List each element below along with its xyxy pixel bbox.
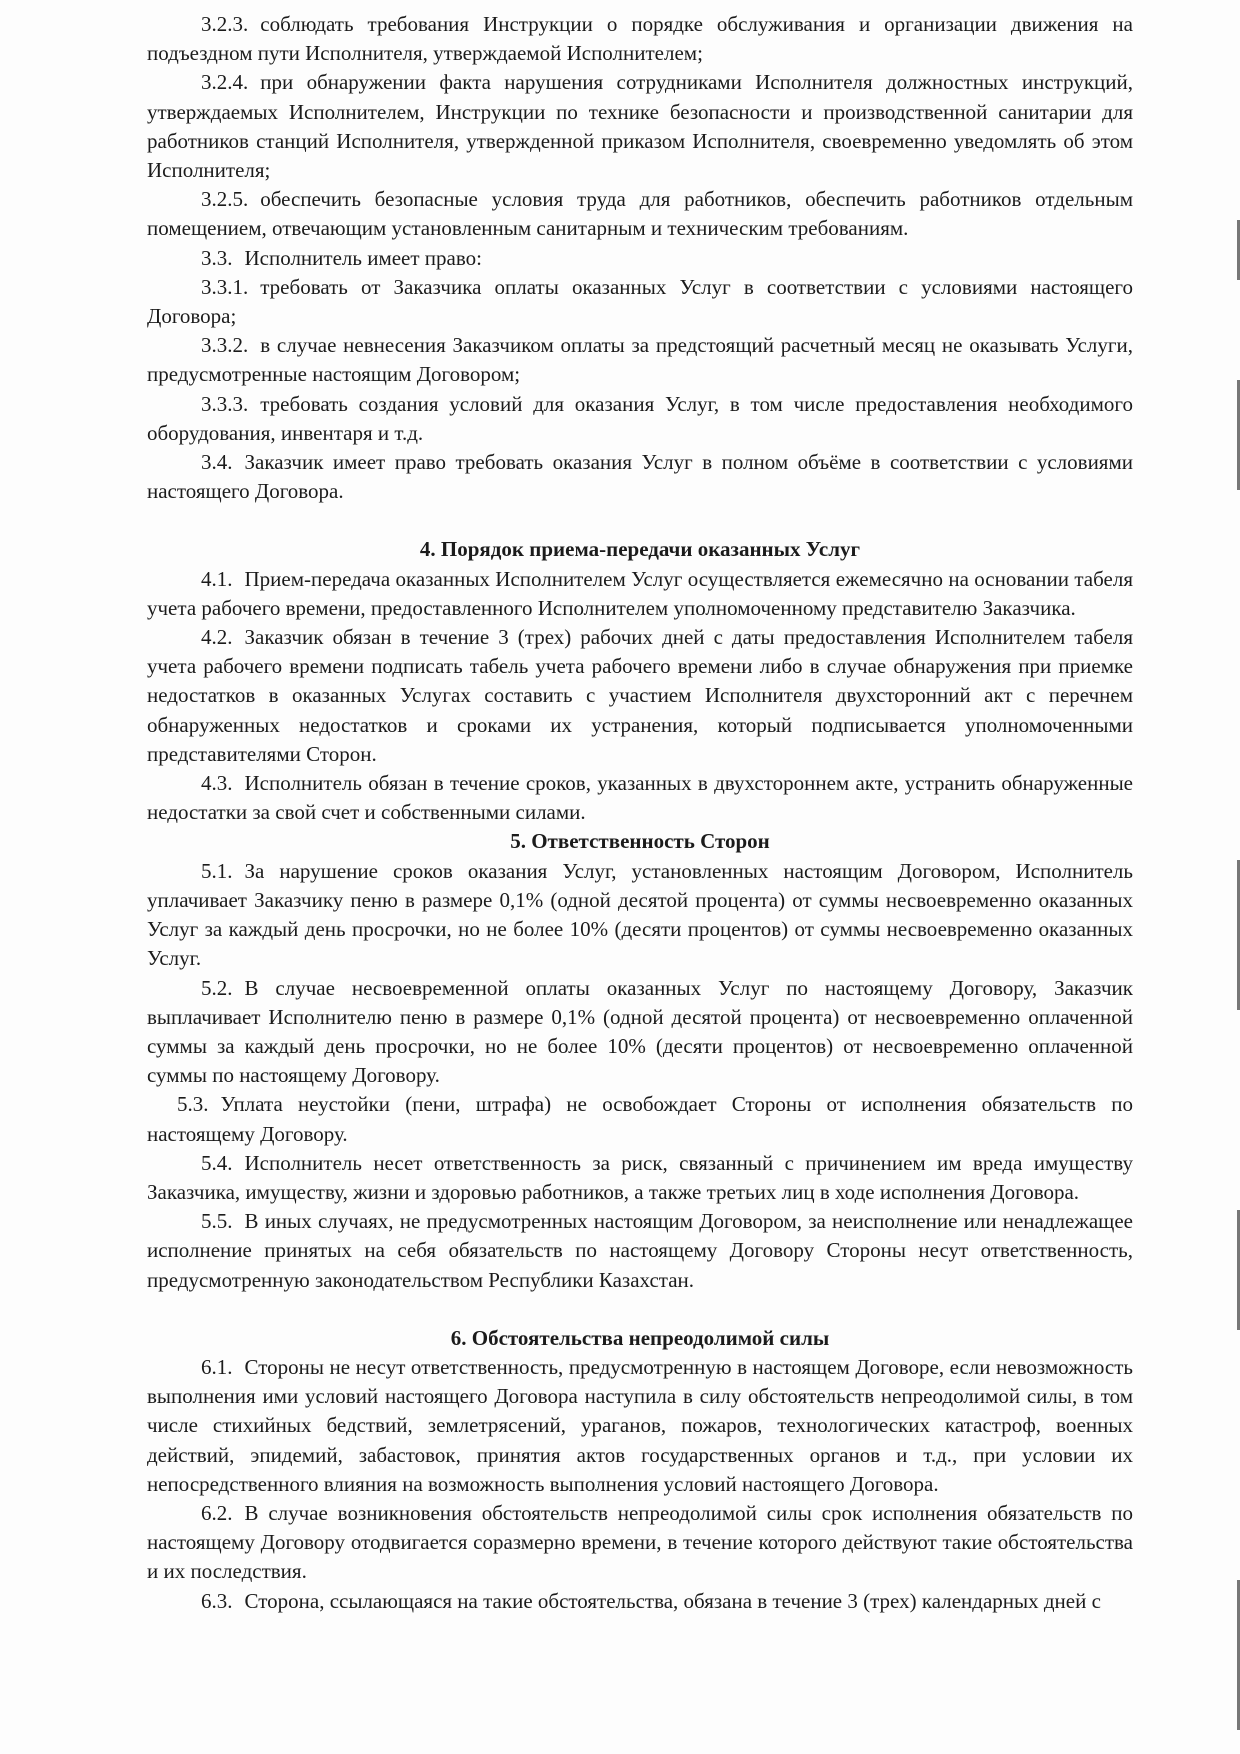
clause-text: требовать от Заказчика оплаты оказанных Услуг в соответствии с условиями настоящего Договора; [147, 274, 1133, 329]
clause-number: 6.2. [201, 1500, 233, 1525]
clause-number: 4.2. [201, 625, 233, 650]
clause-number: 5.4. [201, 1150, 233, 1175]
clause-number: 5.5. [201, 1209, 233, 1234]
clause-3-2-4 [147, 68, 1133, 185]
clause-text: В иных случаях, не предусмотренных настоящим Договором, за неисполнение или ненадлежащее исполнение принятых на себя обязательств по настоящему Договору Стороны несут ответственность, предусмотренную законодательством Республики Казахстан. [147, 1209, 1133, 1292]
clause-number: 3.2.5. [201, 187, 249, 212]
clause-text: Уплата неустойки (пени, штрафа) не освобождает Стороны от исполнения обязательств по настоящему Договору. [147, 1092, 1133, 1146]
document-body [147, 10, 1133, 1616]
clause-text: В случае несвоевременной оплаты оказанных Услуг по настоящему Договору, Заказчик выплачивает Исполнителю пеню в размере 0,1% (одной десятой процента) от несвоевременно оплаченной суммы за каждый день просрочки, но не более 10% (десяти процентов) от несвоевременно оплаченной суммы по настоящему Договору. [147, 975, 1133, 1088]
clause-3-3-1 [147, 273, 1133, 331]
clause-number: 6.3. [201, 1588, 233, 1613]
clause-3-3-3 [147, 390, 1133, 448]
clause-text: при обнаружении факта нарушения сотрудниками Исполнителя должностных инструкций, утверждаемых Исполнителем, Инструкции по технике безопасности и производственной санитарии для работников станций Исполнителя, утвержденной приказом Исполнителя, своевременно уведомлять об этом Исполнителя; [147, 70, 1133, 183]
clause-6-2 [147, 1499, 1133, 1587]
clause-number: 5.2. [201, 975, 233, 1000]
clause-text: Исполнитель имеет право: [244, 245, 482, 270]
clause-3-2-5 [147, 185, 1133, 243]
clause-5-4 [147, 1149, 1133, 1207]
clause-number: 3.3.3. [201, 391, 249, 416]
clause-3-2-3 [147, 10, 1133, 68]
clause-number: 3.3.1. [201, 274, 249, 299]
clause-5-5 [147, 1207, 1133, 1295]
clause-text: Заказчик имеет право требовать оказания Услуг в полном объёме в соответствии с условиями настоящего Договора. [147, 450, 1133, 504]
clause-number: 6.1. [201, 1354, 233, 1379]
clause-4-3 [147, 769, 1133, 827]
section-6-heading: 6. Обстоятельства непреодолимой силы [450, 1325, 830, 1350]
clause-5-1 [147, 857, 1133, 974]
clause-3-4 [147, 448, 1133, 506]
clause-text: За нарушение сроков оказания Услуг, установленных настоящим Договором, Исполнитель уплачивает Заказчику пеню в размере 0,1% (одной десятой процента) от суммы несвоевременно оказанных Услуг за каждый день просрочки, но не более 10% (десяти процентов) от суммы несвоевременно оказанных Услуг. [147, 858, 1133, 971]
clause-number: 4.3. [201, 771, 233, 796]
clause-3-3-2 [147, 331, 1133, 389]
clause-6-1 [147, 1353, 1133, 1499]
clause-text: Исполнитель несет ответственность за риск, связанный с причинением им вреда имуществу Заказчика, имуществу, жизни и здоровью работников, а также третьих лиц в ходе исполнения Договора. [147, 1150, 1133, 1204]
clause-text: Стороны не несут ответственность, предусмотренную в настоящем Договоре, если невозможность выполнения ими условий настоящего Договора наступила в силу обстоятельств непреодолимой силы, в том числе стихийных бедствий, землетрясений, ураганов, пожаров, технологических катастроф, военных действий, эпидемий, забастовок, принятия актов государственных органов и т.д., при условии их непосредственного влияния на возможность выполнения условий настоящего Договора. [147, 1354, 1133, 1496]
clause-5-3 [147, 1090, 1133, 1148]
clause-number: 5.1. [201, 858, 233, 883]
clause-text: Заказчик обязан в течение 3 (трех) рабочих дней с даты предоставления Исполнителем табеля учета рабочего времени подписать табель учета рабочего времени либо в случае обнаружения при приемке недостатков в оказанных Услугах составить с участием Исполнителя двухсторонний акт с перечнем обнаруженных недостатков и сроками их устранения, который подписывается уполномоченными представителями Сторон. [147, 625, 1133, 766]
clause-text: в случае невнесения Заказчиком оплаты за предстоящий расчетный месяц не оказывать Услуги, предусмотренные настоящим Договором; [147, 333, 1133, 387]
clause-number: 3.3.2. [201, 333, 249, 358]
clause-3-3 [147, 244, 1133, 273]
clause-4-2 [147, 623, 1133, 769]
clause-number: 3.3. [201, 245, 233, 270]
clause-text: обеспечить безопасные условия труда для работников, обеспечить работников отдельным помещением, отвечающим установленным санитарным и техническим требованиям. [147, 187, 1133, 241]
section-4-heading: 4. Порядок приема-передачи оказанных Услуг [419, 537, 861, 562]
clause-text: Исполнитель обязан в течение сроков, указанных в двухстороннем акте, устранить обнаруженные недостатки за свой счет и собственными силами. [147, 771, 1133, 825]
clause-number: 4.1. [201, 566, 233, 591]
clause-number: 3.2.4. [201, 70, 249, 95]
clause-text: В случае возникновения обстоятельств непреодолимой силы срок исполнения обязательств по настоящему Договору отодвигается соразмерно времени, в течение которого действуют такие обстоятельства и их последствия. [147, 1500, 1133, 1584]
clause-number: 3.4. [201, 450, 233, 475]
clause-number: 3.2.3. [201, 12, 249, 36]
clause-text: Сторона, ссылающаяся на такие обстоятельства, обязана в течение 3 (трех) календарных дней с [244, 1588, 1101, 1613]
clause-text: соблюдать требования Инструкции о порядке обслуживания и организации движения на подъездном пути Исполнителя, утверждаемой Исполнителем; [147, 12, 1133, 66]
clause-5-2 [147, 974, 1133, 1091]
section-5-heading: 5. Ответственность Сторон [510, 829, 770, 854]
clause-text: требовать создания условий для оказания Услуг, в том числе предоставления необходимого оборудования, инвентаря и т.д. [147, 391, 1133, 445]
clause-6-3 [147, 1587, 1133, 1616]
clause-number: 5.3. [177, 1092, 209, 1117]
clause-4-1 [147, 565, 1133, 623]
clause-text: Прием-передача оказанных Исполнителем Услуг осуществляется ежемесячно на основании табеля учета рабочего времени, предоставленного Исполнителем уполномоченному представителю Заказчика. [147, 566, 1133, 620]
